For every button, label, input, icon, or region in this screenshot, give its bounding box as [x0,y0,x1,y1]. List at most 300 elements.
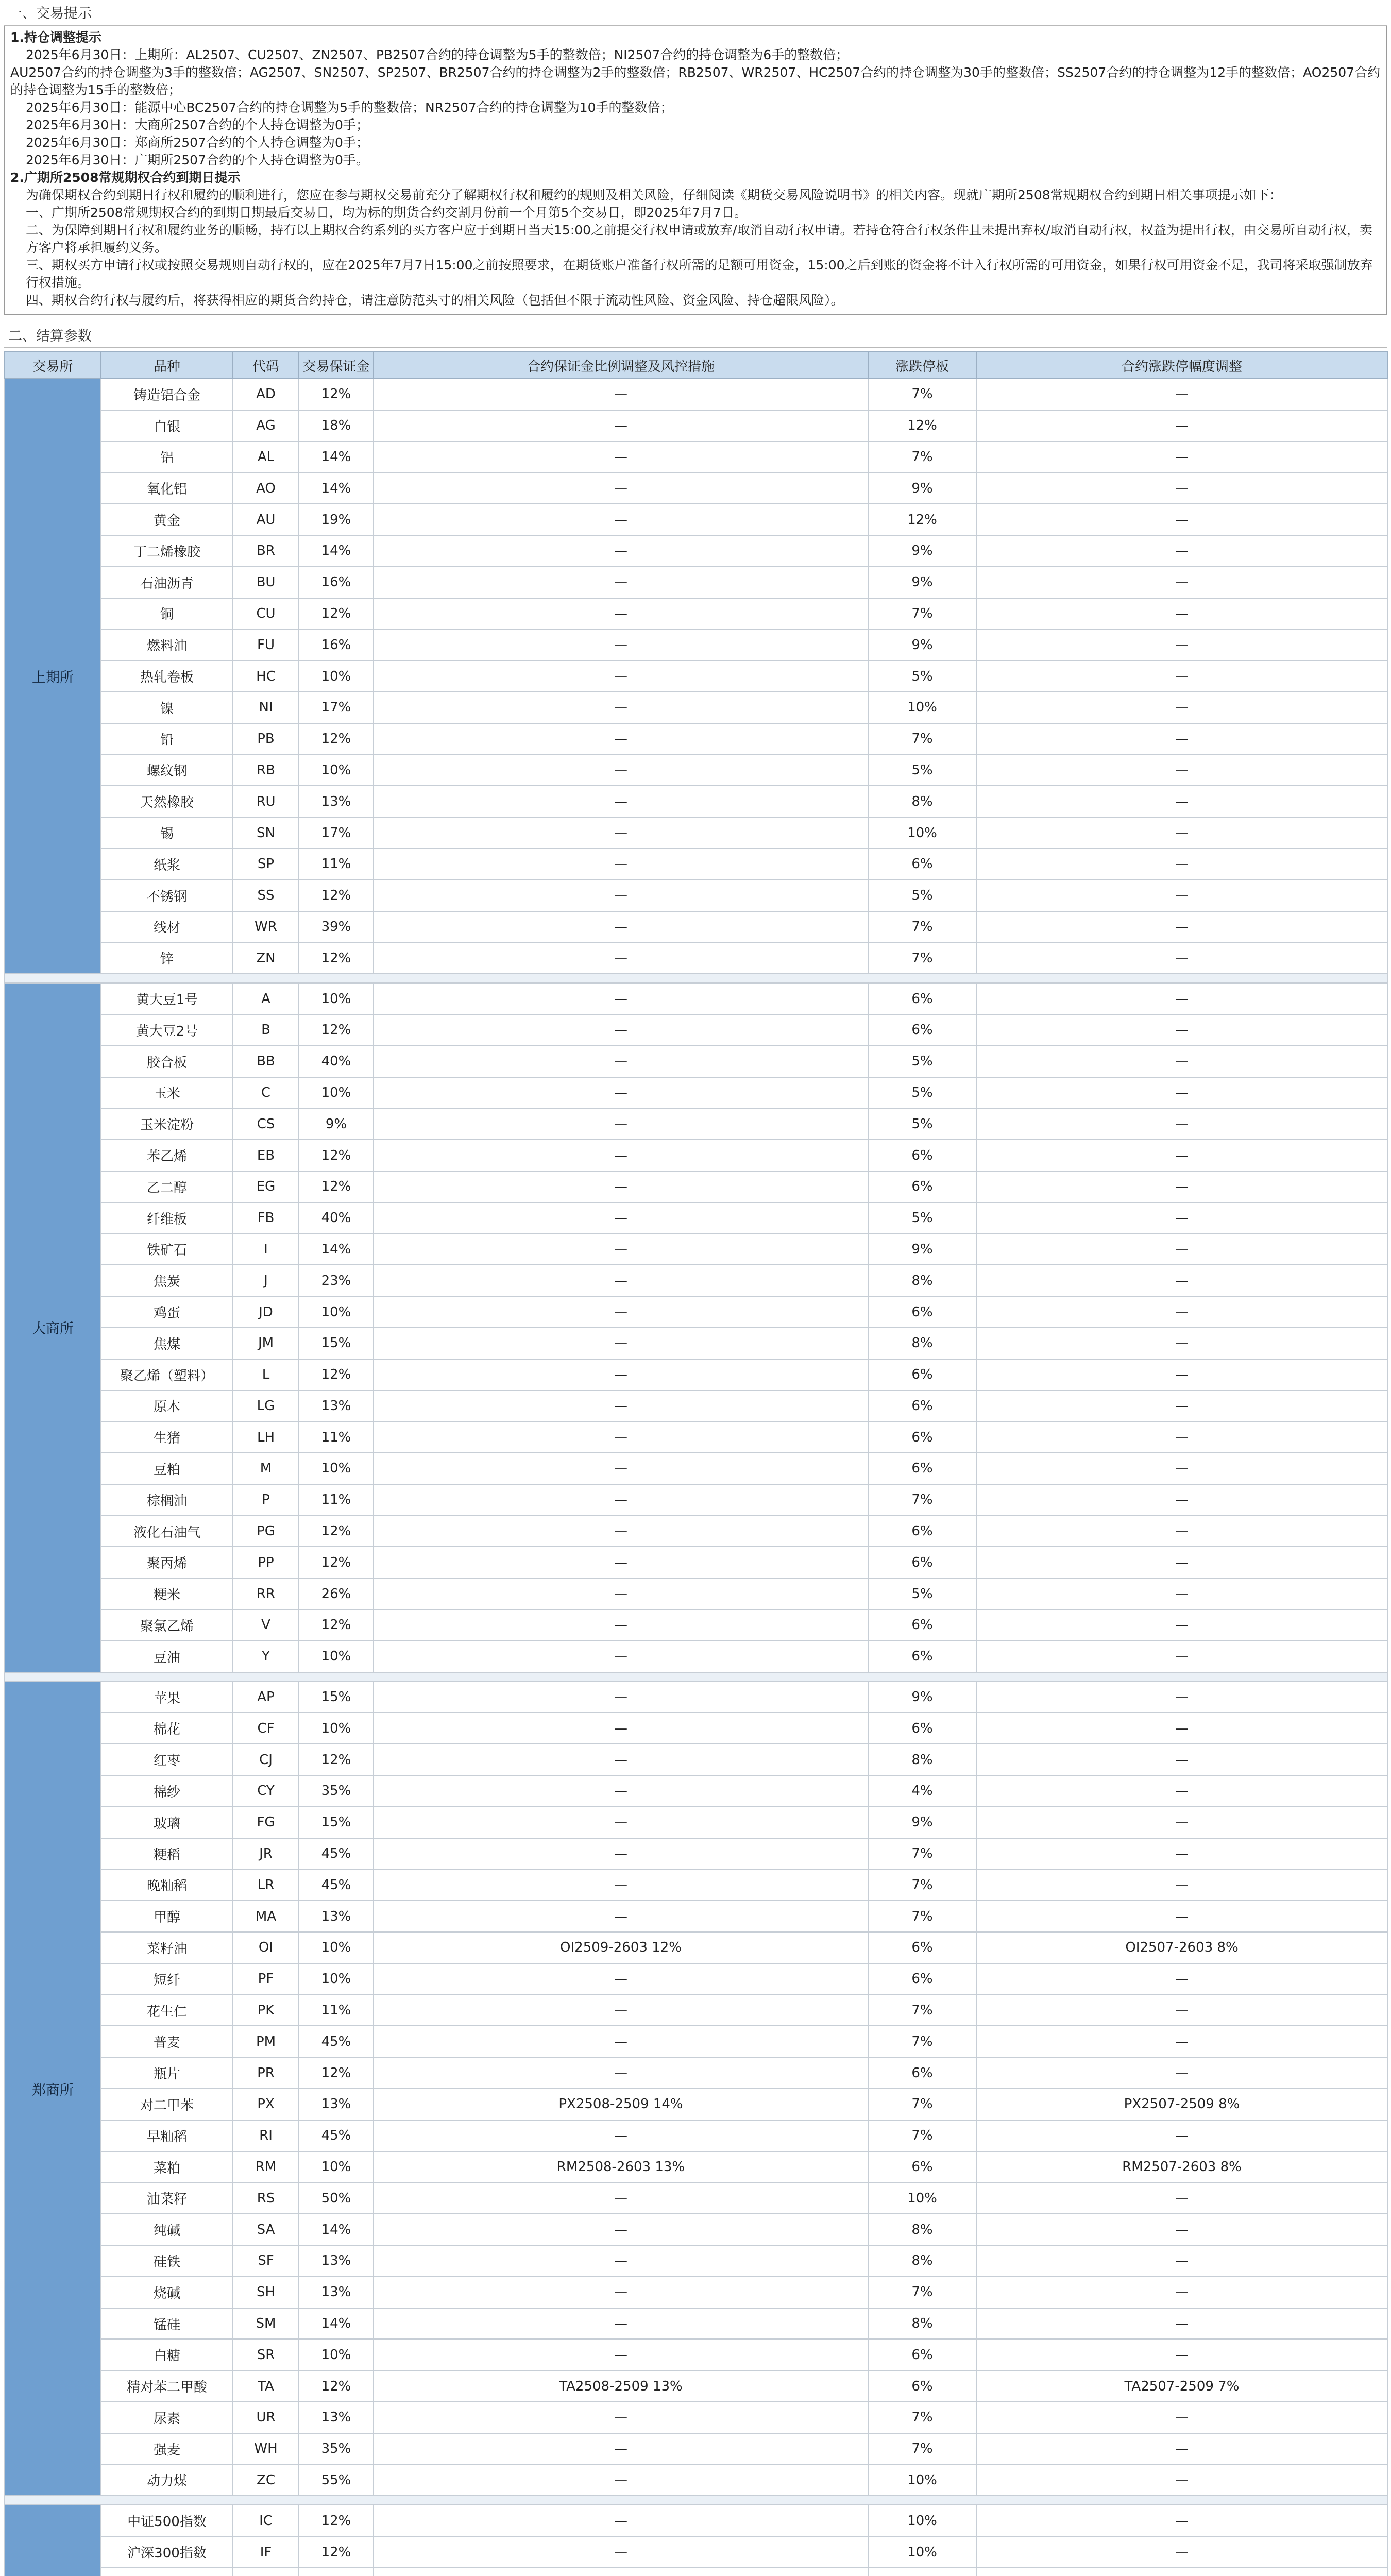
table-row [5,1682,1387,1713]
limit-adjust-cell: — [976,472,1387,504]
margin-adjust-cell: — [374,1682,868,1713]
product-cell [101,2568,233,2576]
code-cell: CS [233,1108,299,1140]
limit-cell: 5% [868,660,976,692]
notice-line: 2025年6月30日：郑商所2507合约的个人持仓调整为0手； [26,135,369,150]
limit-cell: 6% [868,1932,976,1963]
limit-cell: 7% [868,1869,976,1901]
product-cell: 不锈钢 [101,880,233,911]
code-cell: P [233,1484,299,1516]
margin-cell: 10% [299,2339,374,2370]
margin-adjust-cell: — [374,2536,868,2568]
margin-cell: 12% [299,1547,374,1578]
table-row [5,2245,1387,2277]
margin-adjust-cell: — [374,2214,868,2245]
limit-adjust-cell: — [976,1202,1387,1234]
limit-cell: 9% [868,472,976,504]
table-row [5,1484,1387,1516]
product-cell: 强麦 [101,2433,233,2465]
limit-cell: 6% [868,849,976,880]
table-row [5,1328,1387,1359]
code-cell: CU [233,598,299,630]
product-cell: 对二甲苯 [101,2089,233,2120]
limit-cell: 6% [868,1516,976,1547]
table-row [5,472,1387,504]
limit-adjust-cell: — [976,504,1387,535]
margin-cell: 15% [299,1807,374,1838]
code-cell: SS [233,880,299,911]
limit-adjust-cell: — [976,2308,1387,2340]
table-row [5,1963,1387,1995]
code-cell: PK [233,1995,299,2026]
margin-cell: 12% [299,1171,374,1202]
limit-adjust-cell: — [976,849,1387,880]
table-row [5,786,1387,817]
product-cell: 硅铁 [101,2245,233,2277]
margin-cell: 14% [299,2308,374,2340]
limit-adjust-cell: — [976,1421,1387,1453]
table-row [5,410,1387,442]
code-cell: HC [233,660,299,692]
section1-title: 一、交易提示 [4,2,1387,26]
trading-notice [4,26,1387,315]
code-cell: AU [233,504,299,535]
margin-cell: 14% [299,535,374,567]
product-cell: 线材 [101,911,233,943]
product-cell: 棉花 [101,1713,233,1744]
margin-adjust-cell: — [374,629,868,660]
margin-adjust-cell: — [374,942,868,974]
product-cell: 聚乙烯（塑料） [101,1359,233,1391]
product-cell: 棕榈油 [101,1484,233,1516]
code-cell: AO [233,472,299,504]
margin-adjust-cell: — [374,2402,868,2433]
table-row [5,2277,1387,2308]
separator-cell [5,1672,1387,1682]
margin-cell: 10% [299,983,374,1014]
limit-adjust-cell: — [976,1807,1387,1838]
col-header-margin-adjust: 合约保证金比例调整及风控措施 [374,352,868,379]
product-cell: 铅 [101,723,233,755]
notice-line: AU2507合约的持仓调整为3手的整数倍；AG2507、SN2507、SP2507、BR2507合约的持仓调整为2手的整数倍；RB2507、WR2507、HC2507合约的持仓调整为30手的整数倍；SS2507合约的持仓调整为12手的整数倍；AO2507合约的持仓调整为15手的整数倍； [10,65,1381,97]
limit-cell: 6% [868,1421,976,1453]
table-row [5,504,1387,535]
margin-cell: 19% [299,504,374,535]
limit-adjust-cell: — [976,1359,1387,1391]
limit-adjust-cell: — [976,2182,1387,2214]
product-cell: 锡 [101,817,233,849]
code-cell: UR [233,2402,299,2433]
code-cell: L [233,1359,299,1391]
limit-cell: 9% [868,535,976,567]
margin-adjust-cell: — [374,1609,868,1641]
margin-cell: 10% [299,1932,374,1963]
table-row [5,1014,1387,1046]
limit-adjust-cell: — [976,2245,1387,2277]
limit-adjust-cell: — [976,1171,1387,1202]
margin-adjust-cell: — [374,983,868,1014]
margin-adjust-cell: — [374,1484,868,1516]
limit-cell: 7% [868,1901,976,1932]
limit-adjust-cell: — [976,1077,1387,1109]
limit-cell: 10% [868,2465,976,2496]
table-row [5,817,1387,849]
limit-cell: 7% [868,2089,976,2120]
code-cell: SR [233,2339,299,2370]
limit-cell: 6% [868,2057,976,2089]
margin-adjust-cell: — [374,1807,868,1838]
product-cell: 燃料油 [101,629,233,660]
product-cell: 玉米淀粉 [101,1108,233,1140]
code-cell: EG [233,1171,299,1202]
table-row [5,1202,1387,1234]
table-row [5,1995,1387,2026]
notice-line: 2025年6月30日：上期所：AL2507、CU2507、ZN2507、PB2507合约的持仓调整为5手的整数倍；NI2507合约的持仓调整为6手的整数倍； [26,47,849,62]
limit-adjust-cell: — [976,2214,1387,2245]
table-row [5,1359,1387,1391]
product-cell: 铜 [101,598,233,630]
margin-adjust-cell: — [374,911,868,943]
limit-cell: 9% [868,1807,976,1838]
limit-cell: 7% [868,2026,976,2057]
table-row [5,442,1387,473]
margin-adjust-cell: TA2508-2509 13% [374,2370,868,2402]
margin-adjust-cell: — [374,1391,868,1422]
margin-adjust-cell: — [374,1014,868,1046]
product-cell: 中证500指数 [101,2505,233,2536]
margin-adjust-cell: RM2508-2603 13% [374,2151,868,2183]
code-cell: PX [233,2089,299,2120]
margin-cell: 14% [299,442,374,473]
limit-adjust-cell: — [976,1108,1387,1140]
margin-adjust-cell: — [374,1171,868,1202]
product-cell: 乙二醇 [101,1171,233,1202]
code-cell: PP [233,1547,299,1578]
product-cell: 锌 [101,942,233,974]
product-cell: 早籼稻 [101,2120,233,2151]
limit-cell: 6% [868,1359,976,1391]
product-cell: 丁二烯橡胶 [101,535,233,567]
limit-adjust-cell: RM2507-2603 8% [976,2151,1387,2183]
margin-adjust-cell: — [374,1453,868,1484]
limit-adjust-cell: — [976,1682,1387,1713]
product-cell: 花生仁 [101,1995,233,2026]
limit-cell: 6% [868,1547,976,1578]
product-cell: 生猪 [101,1421,233,1453]
margin-cell: 45% [299,1838,374,1870]
margin-adjust-cell: — [374,2182,868,2214]
margin-adjust-cell: — [374,1744,868,1775]
limit-cell: 6% [868,1391,976,1422]
margin-cell: 12% [299,2536,374,2568]
code-cell: LR [233,1869,299,1901]
margin-cell: 40% [299,1046,374,1077]
margin-adjust-cell: — [374,1547,868,1578]
product-cell: 晚籼稻 [101,1869,233,1901]
limit-cell: 10% [868,817,976,849]
code-cell: SA [233,2214,299,2245]
table-row [5,1578,1387,1609]
table-row [5,1775,1387,1807]
limit-adjust-cell: — [976,1901,1387,1932]
margin-cell: 10% [299,660,374,692]
margin-adjust-cell: — [374,379,868,410]
table-row [5,660,1387,692]
limit-cell: 5% [868,755,976,786]
margin-adjust-cell: — [374,1963,868,1995]
margin-cell: 10% [299,1453,374,1484]
limit-adjust-cell: — [976,1265,1387,1296]
margin-adjust-cell: — [374,1328,868,1359]
limit-cell: 8% [868,2308,976,2340]
product-cell: 鸡蛋 [101,1296,233,1328]
limit-adjust-cell: — [976,1547,1387,1578]
margin-adjust-cell: — [374,2465,868,2496]
margin-cell: 17% [299,817,374,849]
limit-adjust-cell: — [976,1140,1387,1171]
code-cell: PB [233,723,299,755]
product-cell: 甲醇 [101,1901,233,1932]
limit-adjust-cell: — [976,786,1387,817]
margin-adjust-cell: — [374,2339,868,2370]
limit-cell: 12% [868,504,976,535]
margin-adjust-cell: — [374,1869,868,1901]
limit-adjust-cell: — [976,1484,1387,1516]
limit-cell: 9% [868,1682,976,1713]
separator-cell [5,2496,1387,2505]
code-cell: RS [233,2182,299,2214]
limit-adjust-cell: — [976,2505,1387,2536]
code-cell: AG [233,410,299,442]
limit-adjust-cell: — [976,1516,1387,1547]
code-cell: RR [233,1578,299,1609]
table-row [5,2402,1387,2433]
table-row [5,2026,1387,2057]
margin-cell: 13% [299,786,374,817]
margin-adjust-cell: OI2509-2603 12% [374,1932,868,1963]
limit-adjust-cell: — [976,379,1387,410]
limit-cell: 5% [868,1578,976,1609]
product-cell: 石油沥青 [101,567,233,598]
limit-cell: 6% [868,983,976,1014]
margin-cell: 17% [299,692,374,723]
limit-adjust-cell: — [976,692,1387,723]
product-cell: 液化石油气 [101,1516,233,1547]
table-row [5,1077,1387,1109]
margin-cell: 10% [299,2151,374,2183]
product-cell: 天然橡胶 [101,786,233,817]
product-cell: 白银 [101,410,233,442]
code-cell: CJ [233,1744,299,1775]
product-cell: 纸浆 [101,849,233,880]
code-cell: C [233,1077,299,1109]
margin-adjust-cell: — [374,2057,868,2089]
section2-title: 二、结算参数 [4,325,1387,348]
product-cell: 黄大豆2号 [101,1014,233,1046]
limit-cell: 7% [868,911,976,943]
code-cell: AP [233,1682,299,1713]
margin-cell: 13% [299,2089,374,2120]
limit-cell: 10% [868,2536,976,2568]
table-row [5,755,1387,786]
product-cell: 铝 [101,442,233,473]
table-row [5,567,1387,598]
code-cell: CF [233,1713,299,1744]
code-cell: BU [233,567,299,598]
margin-cell: 14% [299,2214,374,2245]
limit-adjust-cell: — [976,629,1387,660]
margin-adjust-cell: — [374,1421,868,1453]
limit-adjust-cell: — [976,1869,1387,1901]
limit-cell: 8% [868,1265,976,1296]
code-cell: SM [233,2308,299,2340]
margin-adjust-cell: PX2508-2509 14% [374,2089,868,2120]
limit-cell: 6% [868,2339,976,2370]
table-row [5,379,1387,410]
notice-line: 二、为保障到期日行权和履约业务的顺畅，持有以上期权合约系列的买方客户应于到期日当天15:00之前提交行权申请或放弃/取消自动行权申请。若持仓符合行权条件且未提出弃权/取消自动行权，权益为提出行权，由交易所自动行权，卖方客户将承担履约义务。 [26,223,1372,255]
margin-adjust-cell: — [374,2308,868,2340]
margin-adjust-cell: — [374,1713,868,1744]
limit-adjust-cell: — [976,1014,1387,1046]
table-row [5,2568,1387,2576]
code-cell: V [233,1609,299,1641]
code-cell: PF [233,1963,299,1995]
code-cell: ZN [233,942,299,974]
code-cell: Y [233,1641,299,1672]
code-cell: ZC [233,2465,299,2496]
margin-adjust-cell: — [374,442,868,473]
margin-adjust-cell: — [374,692,868,723]
product-cell: 瓶片 [101,2057,233,2089]
product-cell: 焦煤 [101,1328,233,1359]
margin-cell: 35% [299,2433,374,2465]
table-row [5,1391,1387,1422]
limit-adjust-cell: — [976,817,1387,849]
code-cell [233,2568,299,2576]
margin-adjust-cell: — [374,786,868,817]
product-cell: 氧化铝 [101,472,233,504]
code-cell: FB [233,1202,299,1234]
margin-adjust-cell: — [374,1359,868,1391]
margin-adjust-cell: — [374,1077,868,1109]
limit-cell: 10% [868,2505,976,2536]
limit-cell: 7% [868,1995,976,2026]
code-cell: RM [233,2151,299,2183]
margin-cell: 12% [299,598,374,630]
code-cell: PM [233,2026,299,2057]
limit-cell: 5% [868,1077,976,1109]
limit-cell: 8% [868,1744,976,1775]
product-cell: 原木 [101,1391,233,1422]
margin-adjust-cell: — [374,660,868,692]
margin-cell: 55% [299,2465,374,2496]
margin-cell: 13% [299,1391,374,1422]
group-separator [5,974,1387,983]
limit-adjust-cell: — [976,535,1387,567]
product-cell: 聚氯乙烯 [101,1609,233,1641]
product-cell: 动力煤 [101,2465,233,2496]
code-cell: EB [233,1140,299,1171]
code-cell: IF [233,2536,299,2568]
margin-adjust-cell: — [374,1265,868,1296]
code-cell: LH [233,1421,299,1453]
product-cell: 玉米 [101,1077,233,1109]
limit-adjust-cell: — [976,660,1387,692]
table-row [5,2370,1387,2402]
limit-cell: 7% [868,2277,976,2308]
margin-cell: 13% [299,2402,374,2433]
product-cell: 粳米 [101,1578,233,1609]
limit-adjust-cell: — [976,2057,1387,2089]
table-row [5,1108,1387,1140]
margin-adjust-cell: — [374,472,868,504]
product-cell: 棉纱 [101,1775,233,1807]
group-separator [5,2496,1387,2505]
margin-cell: 12% [299,1516,374,1547]
margin-cell: 45% [299,2026,374,2057]
limit-cell: 7% [868,2402,976,2433]
code-cell: AL [233,442,299,473]
limit-cell: 9% [868,567,976,598]
limit-adjust-cell: — [976,1641,1387,1672]
margin-adjust-cell: — [374,1641,868,1672]
code-cell: BR [233,535,299,567]
table-row [5,1140,1387,1171]
limit-adjust-cell: — [976,2433,1387,2465]
margin-cell: 12% [299,2505,374,2536]
table-row [5,2433,1387,2465]
margin-adjust-cell: — [374,2277,868,2308]
limit-cell: 12% [868,410,976,442]
notice-line: 2025年6月30日：能源中心BC2507合约的持仓调整为5手的整数倍；NR2507合约的持仓调整为10手的整数倍； [26,100,673,115]
limit-adjust-cell: TA2507-2509 7% [976,2370,1387,2402]
product-cell: 玻璃 [101,1807,233,1838]
notice-line: 为确保期权合约到期日行权和履约的顺利进行，您应在参与期权交易前充分了解期权行权和履约的规则及相关风险，仔细阅读《期货交易风险说明书》的相关内容。现就广期所2508常规期权合约到期日相关事项提示如下： [26,188,1282,202]
code-cell: AD [233,379,299,410]
margin-adjust-cell: — [374,2505,868,2536]
table-row [5,1901,1387,1932]
margin-adjust-cell: — [374,1234,868,1265]
margin-adjust-cell: — [374,598,868,630]
limit-cell: 9% [868,629,976,660]
margin-cell: 15% [299,1682,374,1713]
margin-adjust-cell: — [374,723,868,755]
limit-adjust-cell: — [976,983,1387,1014]
product-cell: 苹果 [101,1682,233,1713]
product-cell: 红枣 [101,1744,233,1775]
table-row [5,1421,1387,1453]
limit-cell: 6% [868,2151,976,2183]
margin-cell: 12% [299,1609,374,1641]
limit-adjust-cell: — [976,1775,1387,1807]
limit-adjust-cell: — [976,1744,1387,1775]
limit-cell: 6% [868,1713,976,1744]
margin-cell: 12% [299,2057,374,2089]
notice-heading-position: 1.持仓调整提示 [10,30,101,45]
table-row [5,1713,1387,1744]
limit-adjust-cell: — [976,911,1387,943]
limit-cell: 7% [868,2120,976,2151]
limit-cell: 5% [868,1046,976,1077]
table-row [5,1296,1387,1328]
product-cell: 镍 [101,692,233,723]
product-cell: 黄大豆1号 [101,983,233,1014]
code-cell: MA [233,1901,299,1932]
code-cell: WH [233,2433,299,2465]
limit-cell: 8% [868,1328,976,1359]
limit-adjust-cell: — [976,410,1387,442]
col-header-product: 品种 [101,352,233,379]
